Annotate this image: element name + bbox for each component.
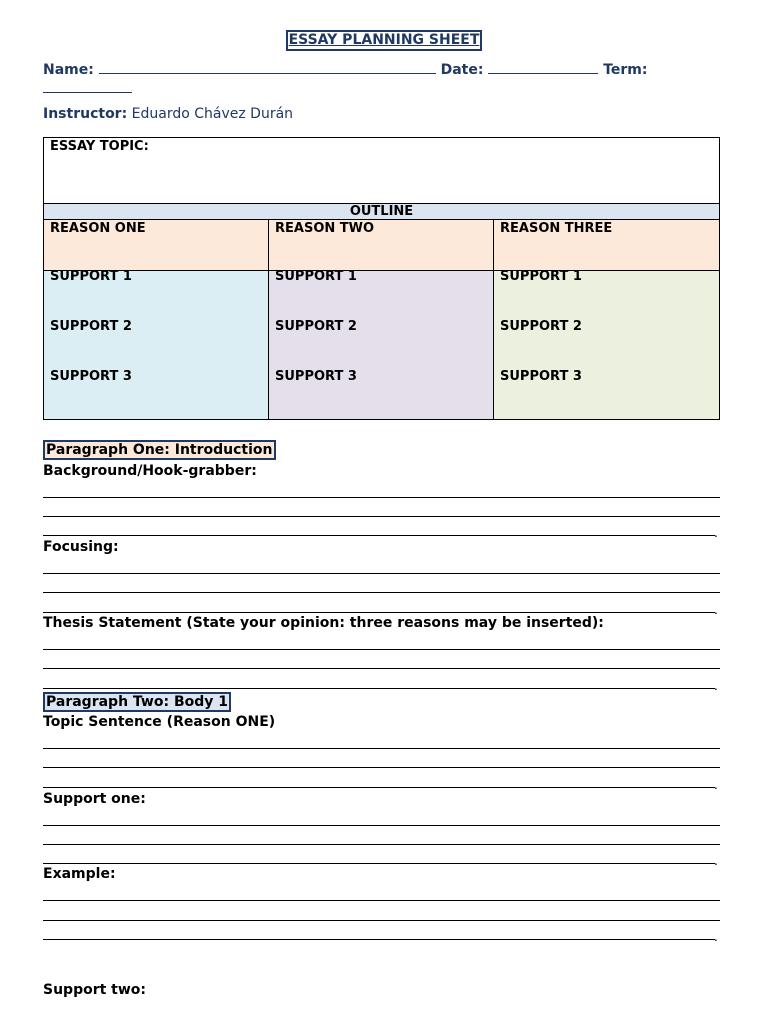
writing-line[interactable] <box>43 939 715 940</box>
reason-one-label: REASON ONE <box>50 221 146 236</box>
writing-line[interactable] <box>43 592 720 593</box>
support-label: SUPPORT 2 <box>500 319 582 334</box>
line-end-mark: . <box>714 679 718 693</box>
supports-column-two[interactable] <box>269 271 494 420</box>
reason-one-cell[interactable] <box>44 220 269 271</box>
reason-two-label: REASON TWO <box>275 221 375 236</box>
support-label: SUPPORT 2 <box>50 319 132 334</box>
writing-line[interactable] <box>43 516 720 517</box>
date-label: Date: <box>440 62 484 78</box>
supports-column-three[interactable] <box>494 271 720 420</box>
support-label: SUPPORT 3 <box>500 369 582 384</box>
outline-table <box>43 137 720 420</box>
writing-line[interactable] <box>43 920 720 921</box>
topic-sentence-label: Topic Sentence (Reason ONE) <box>43 714 276 730</box>
support-label: SUPPORT 1 <box>500 269 582 284</box>
name-label: Name: <box>43 62 94 78</box>
instructor-label: Instructor: <box>43 106 128 122</box>
date-blank[interactable] <box>488 61 598 74</box>
support-one-label: Support one: <box>43 791 146 807</box>
focusing-label: Focusing: <box>43 539 119 555</box>
term-label: Term: <box>603 62 648 78</box>
supports-column-one[interactable] <box>44 271 269 420</box>
support-two-label: Support two: <box>43 982 147 998</box>
reason-three-label: REASON THREE <box>500 221 613 236</box>
support-label: SUPPORT 3 <box>275 369 357 384</box>
writing-line[interactable] <box>43 535 715 536</box>
line-end-mark: . <box>714 526 718 540</box>
writing-line[interactable] <box>43 863 715 864</box>
name-date-term-row <box>43 61 648 78</box>
paragraph-two-heading: Paragraph Two: Body 1 <box>43 692 231 712</box>
support-label: SUPPORT 1 <box>275 269 357 284</box>
writing-line[interactable] <box>43 767 720 768</box>
outline-header <box>44 204 720 220</box>
name-blank[interactable] <box>99 61 436 74</box>
essay-topic-label: ESSAY TOPIC: <box>50 139 149 154</box>
example-label: Example: <box>43 866 116 882</box>
writing-line[interactable] <box>43 748 720 749</box>
writing-line[interactable] <box>43 688 715 689</box>
writing-line[interactable] <box>43 787 715 788</box>
paragraph-one-heading: Paragraph One: Introduction <box>43 440 276 460</box>
writing-line[interactable] <box>43 573 720 574</box>
support-label: SUPPORT 2 <box>275 319 357 334</box>
instructor-row <box>43 106 293 122</box>
document-title: ESSAY PLANNING SHEET <box>286 30 483 51</box>
writing-line[interactable] <box>43 825 720 826</box>
reason-two-cell[interactable] <box>269 220 494 271</box>
hook-label: Background/Hook-grabber: <box>43 463 257 479</box>
support-label: SUPPORT 3 <box>50 369 132 384</box>
essay-topic-cell[interactable] <box>44 138 720 204</box>
writing-line[interactable] <box>43 612 715 613</box>
reason-three-cell[interactable] <box>494 220 720 271</box>
writing-line[interactable] <box>43 900 720 901</box>
writing-line[interactable] <box>43 668 720 669</box>
document-title-wrap <box>0 29 768 51</box>
writing-line[interactable] <box>43 844 720 845</box>
outline-label: OUTLINE <box>349 204 414 219</box>
line-end-mark: . <box>714 603 718 617</box>
writing-line[interactable] <box>43 497 720 498</box>
term-blank[interactable] <box>43 92 132 93</box>
support-label: SUPPORT 1 <box>50 269 132 284</box>
line-end-mark: . <box>714 854 718 868</box>
instructor-name: Eduardo Chávez Durán <box>131 106 294 122</box>
line-end-mark: . <box>714 778 718 792</box>
thesis-label: Thesis Statement (State your opinion: three reasons may be inserted): <box>43 615 604 631</box>
writing-line[interactable] <box>43 649 720 650</box>
line-end-mark: . <box>714 930 718 944</box>
